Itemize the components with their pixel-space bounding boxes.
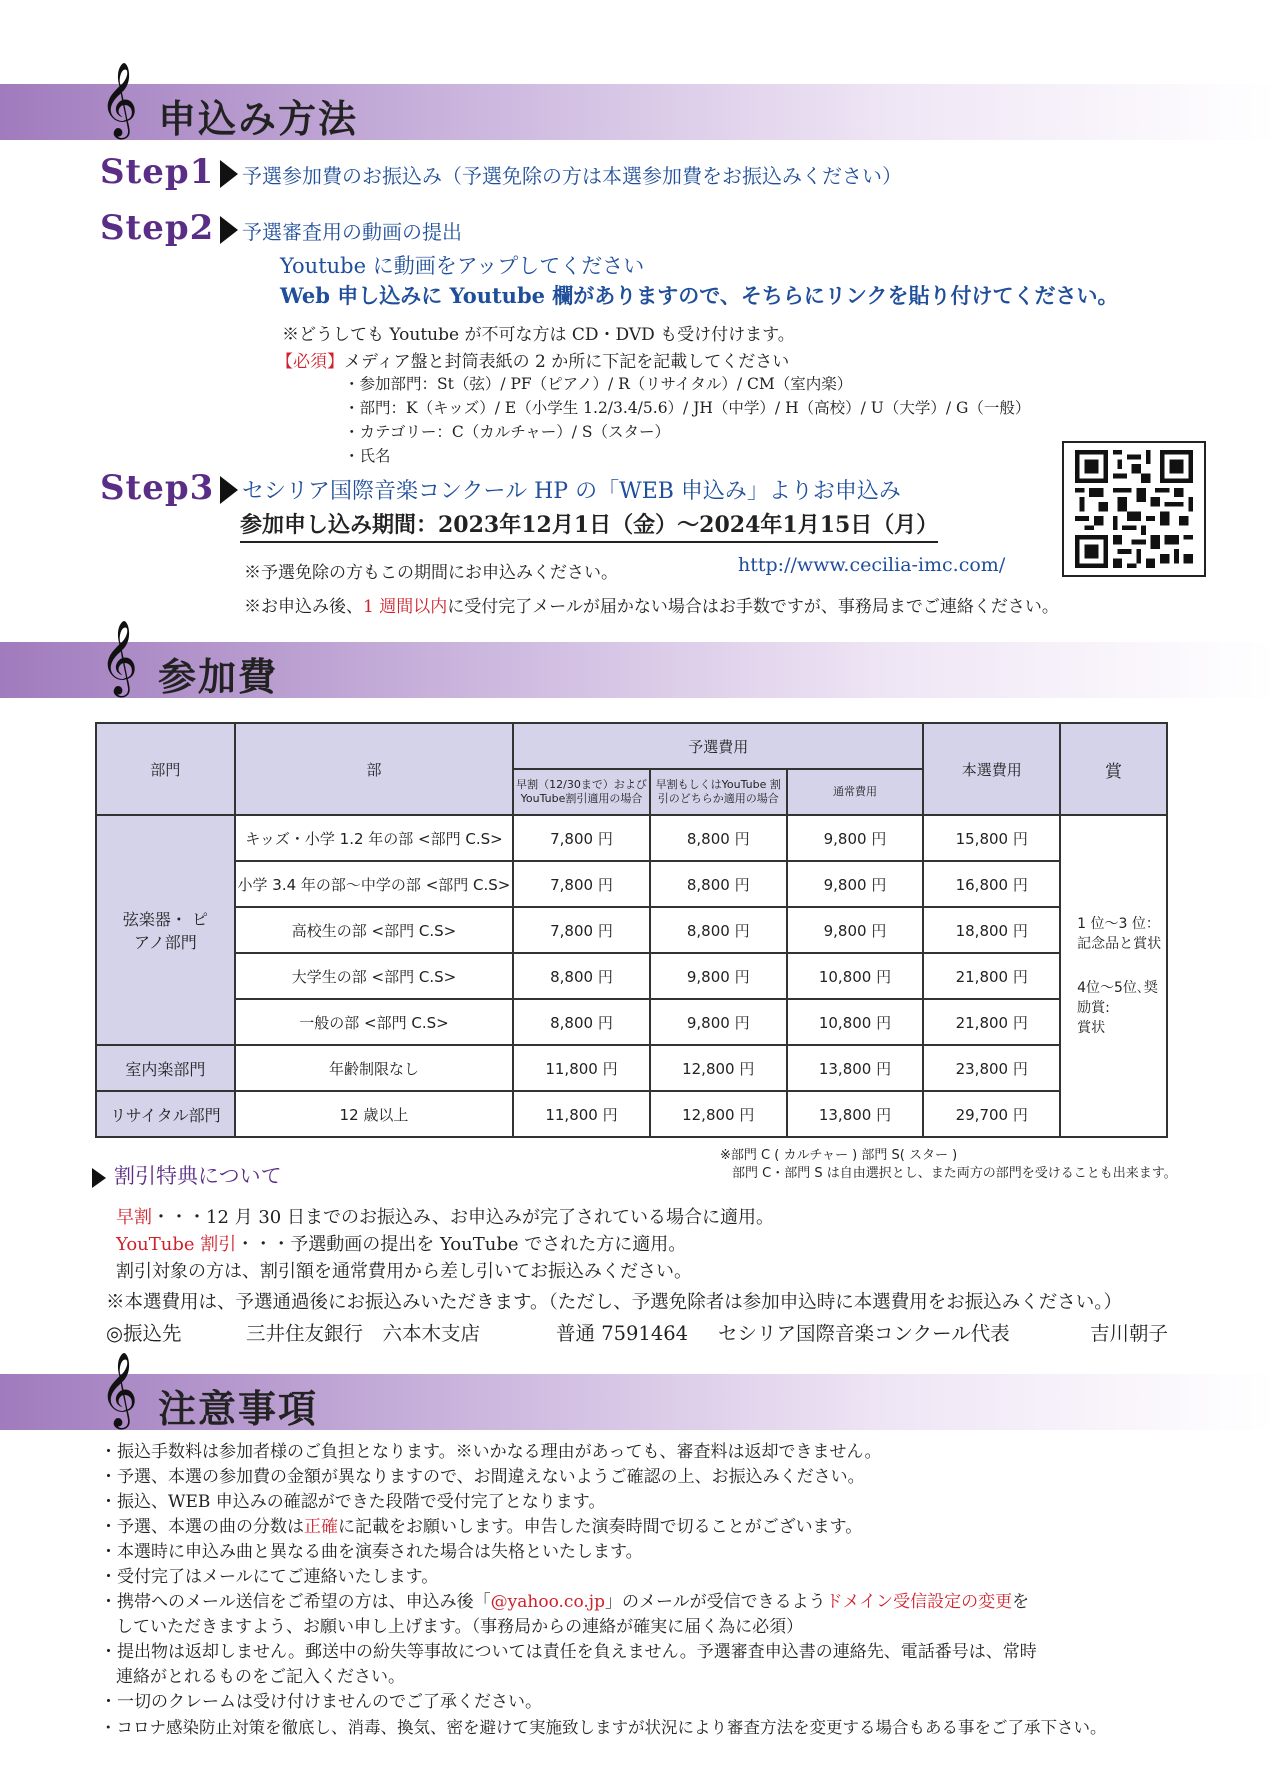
table-row — [96, 907, 1167, 953]
cell-part: 年齢制限なし — [235, 1045, 513, 1091]
step2-required: 【必須】メディア盤と封筒表紙の 2 か所に下記を記載してください — [276, 352, 790, 372]
note-item: ・予選、本選の参加費の金額が異なりますので、お間違えないようご確認の上、お振込みください。 — [100, 1467, 865, 1487]
cell-final: 23,800 円 — [923, 1045, 1060, 1091]
cell-early: 7,800 円 — [513, 861, 650, 907]
step2-text: 予選審査用の動画の提出 — [242, 220, 462, 244]
cell-part: 一般の部 <部門 C.S> — [235, 999, 513, 1045]
cell-final: 16,800 円 — [923, 861, 1060, 907]
prize-line-3: 4位～5位､奨励賞: — [1077, 980, 1158, 1016]
prize-line-2: 記念品と賞状 — [1077, 936, 1162, 952]
cell-part: 12 歳以上 — [235, 1091, 513, 1137]
bank-holder: セシリア国際音楽コンクール代表 — [718, 1322, 1010, 1345]
treble-clef-icon: 𝄞 — [100, 621, 138, 695]
note-item: ・携帯へのメール送信をご希望の方は、申込み後「@yahoo.co.jp」のメールが受信できるようドメイン受信設定の変更を — [100, 1592, 1030, 1612]
header-early: 早割（12/30まで）および YouTube割引適用の場合 — [513, 769, 650, 815]
step2-item-3: ・カテゴリー：C（カルチャー）/ S（スター） — [344, 423, 671, 441]
table-footnote-1: ※部門 C ( カルチャー ) 部門 S( スター ) — [720, 1148, 958, 1163]
treble-clef-icon: 𝄞 — [100, 1353, 138, 1427]
cell-final: 18,800 円 — [923, 907, 1060, 953]
note-item: ・振込、WEB 申込みの確認ができた段階で受付完了となります。 — [100, 1492, 606, 1512]
table-row — [96, 861, 1167, 907]
table-row — [96, 1045, 1167, 1091]
bank-label: ◎振込先 — [106, 1322, 182, 1345]
step1-label: Step1 — [100, 152, 238, 192]
arrow-right-icon — [220, 160, 238, 188]
step1-text: 予選参加費のお振込み（予選免除の方は本選参加費をお振込みください） — [242, 164, 902, 188]
header-normal: 通常費用 — [787, 769, 924, 815]
note-item: ・提出物は返却しません。郵送中の紛失等事故については責任を負えません。予選審査申込書の連絡先、電話番号は、常時 — [100, 1642, 1037, 1662]
header-prelim: 予選費用 — [513, 723, 923, 769]
cell-normal: 9,800 円 — [787, 815, 924, 861]
section-title-notes: 注意事項 — [158, 1386, 319, 1431]
header-either: 早割もしくはYouTube 割引のどちらか適用の場合 — [650, 769, 787, 815]
cell-either: 12,800 円 — [650, 1045, 787, 1091]
bank-holder-name: 吉川朝子 — [1090, 1322, 1169, 1345]
step3-label: Step3 — [100, 468, 238, 508]
step2-label: Step2 — [100, 208, 238, 248]
table-row — [96, 999, 1167, 1045]
notes-list — [100, 1440, 1250, 1740]
discount-heading: 割引特典について — [92, 1160, 282, 1190]
note-item: ・一切のクレームは受け付けませんのでご了承ください。 — [100, 1692, 542, 1712]
group-strings-piano: 弦楽器・ ピアノ部門 — [96, 815, 235, 1045]
cell-either: 8,800 円 — [650, 861, 787, 907]
discount-early: 早割・・・12 月 30 日までのお振込み、お申込みが完了されている場合に適用。 — [116, 1207, 775, 1228]
cell-part: キッズ・小学 1.2 年の部 <部門 C.S> — [235, 815, 513, 861]
step2-line1: Youtube に動画をアップしてください — [280, 254, 645, 278]
group-recital: リサイタル部門 — [96, 1091, 235, 1137]
group-chamber: 室内楽部門 — [96, 1045, 235, 1091]
cell-part: 大学生の部 <部門 C.S> — [235, 953, 513, 999]
arrow-right-icon — [220, 216, 238, 244]
step3-url[interactable]: http://www.cecilia-imc.com/ — [738, 554, 1006, 576]
section-title-fees: 参加費 — [158, 654, 279, 699]
cell-either: 12,800 円 — [650, 1091, 787, 1137]
fee-table — [95, 722, 1168, 1138]
table-row — [96, 953, 1167, 999]
cell-part: 高校生の部 <部門 C.S> — [235, 907, 513, 953]
step3-note2: ※お申込み後、1 週間以内に受付完了メールが届かない場合はお手数ですが、事務局までご連絡ください。 — [244, 597, 1059, 617]
cell-final: 29,700 円 — [923, 1091, 1060, 1137]
final-fee-note: ※本選費用は、予選通過後にお振込みいただきます。（ただし、予選免除者は参加申込時に本選費用をお振込みください。） — [106, 1292, 1123, 1313]
prize-line-4: 賞状 — [1077, 1020, 1106, 1036]
header-prize: 賞 — [1060, 723, 1167, 815]
note-item: 連絡がとれるものをご記入ください。 — [116, 1667, 405, 1687]
table-row — [96, 815, 1167, 861]
step3-text: セシリア国際音楽コンクール HP の「WEB 申込み」よりお申込み — [242, 479, 901, 504]
cell-part: 小学 3.4 年の部～中学の部 <部門 C.S> — [235, 861, 513, 907]
note-item: ・コロナ感染防止対策を徹底し、消毒、換気、密を避けて実施致しますが状況により審査方法を変更する場合もある事をご了承下さい。 — [100, 1718, 1107, 1737]
section-title-application: 申込み方法 — [158, 96, 359, 141]
note-item: ・本選時に申込み曲と異なる曲を演奏された場合は失格といたします。 — [100, 1542, 643, 1562]
cell-normal: 13,800 円 — [787, 1091, 924, 1137]
discount-youtube: YouTube 割引・・・予選動画の提出を YouTube でされた方に適用。 — [116, 1234, 687, 1255]
header-final: 本選費用 — [923, 723, 1060, 815]
cell-final: 21,800 円 — [923, 953, 1060, 999]
step2-item-2: ・部門：K（キッズ）/ E（小学生 1.2/3.4/5.6）/ JH（中学）/ H（高校）/ U（大学）/ G（一般） — [344, 399, 1031, 417]
step3-note1: ※予選免除の方もこの期間にお申込みください。 — [244, 563, 618, 583]
table-footnote-2: 部門 C・部門 S は自由選択とし、また両方の部門を受けることも出来ます。 — [732, 1166, 1177, 1181]
cell-either: 8,800 円 — [650, 815, 787, 861]
treble-clef-icon: 𝄞 — [100, 63, 138, 137]
cell-early: 11,800 円 — [513, 1045, 650, 1091]
discount-note: 割引対象の方は、割引額を通常費用から差し引いてお振込みください。 — [116, 1261, 692, 1282]
prize-line-1: 1 位～3 位： — [1077, 916, 1160, 932]
header-part: 部 — [235, 723, 513, 815]
cell-normal: 10,800 円 — [787, 999, 924, 1045]
cell-normal: 13,800 円 — [787, 1045, 924, 1091]
cell-early: 8,800 円 — [513, 953, 650, 999]
cell-normal: 10,800 円 — [787, 953, 924, 999]
cell-either: 9,800 円 — [650, 953, 787, 999]
table-row — [96, 1091, 1167, 1137]
cell-final: 21,800 円 — [923, 999, 1060, 1045]
arrow-right-icon — [92, 1168, 106, 1188]
cell-normal: 9,800 円 — [787, 861, 924, 907]
step3-period: 参加申し込み期間：2023年12月1日（金）～2024年1月15日（月） — [240, 508, 938, 543]
header-dept: 部門 — [96, 723, 235, 815]
arrow-right-icon — [220, 476, 238, 504]
step2-item-4: ・氏名 — [344, 447, 391, 465]
cell-either: 9,800 円 — [650, 999, 787, 1045]
step2-note: ※どうしても Youtube が不可な方は CD・DVD も受け付けます。 — [282, 325, 795, 345]
note-item: ・振込手数料は参加者様のご負担となります。※いかなる理由があっても、審査料は返却できません。 — [100, 1442, 882, 1462]
cell-early: 7,800 円 — [513, 907, 650, 953]
bank-account: 普通 7591464 — [556, 1322, 689, 1345]
qr-code — [1062, 441, 1206, 577]
cell-final: 15,800 円 — [923, 815, 1060, 861]
cell-early: 8,800 円 — [513, 999, 650, 1045]
cell-early: 11,800 円 — [513, 1091, 650, 1137]
cell-either: 8,800 円 — [650, 907, 787, 953]
prize-cell — [1060, 815, 1167, 1137]
note-item: ・予選、本選の曲の分数は正確に記載をお願いします。申告した演奏時間で切ることがございます。 — [100, 1517, 863, 1537]
step2-line2: Web 申し込みに Youtube 欄がありますので、そちらにリンクを貼り付けてください。 — [280, 283, 1119, 308]
note-item: ・受付完了はメールにてご連絡いたします。 — [100, 1567, 439, 1587]
note-item: していただきますよう、お願い申し上げます。（事務局からの連絡が確実に届く為に必須） — [116, 1617, 804, 1637]
bank-name: 三井住友銀行 六本木支店 — [246, 1322, 481, 1345]
cell-normal: 9,800 円 — [787, 907, 924, 953]
step2-item-1: ・参加部門：St（弦）/ PF（ピアノ）/ R（リサイタル）/ CM（室内楽） — [344, 375, 853, 393]
cell-early: 7,800 円 — [513, 815, 650, 861]
